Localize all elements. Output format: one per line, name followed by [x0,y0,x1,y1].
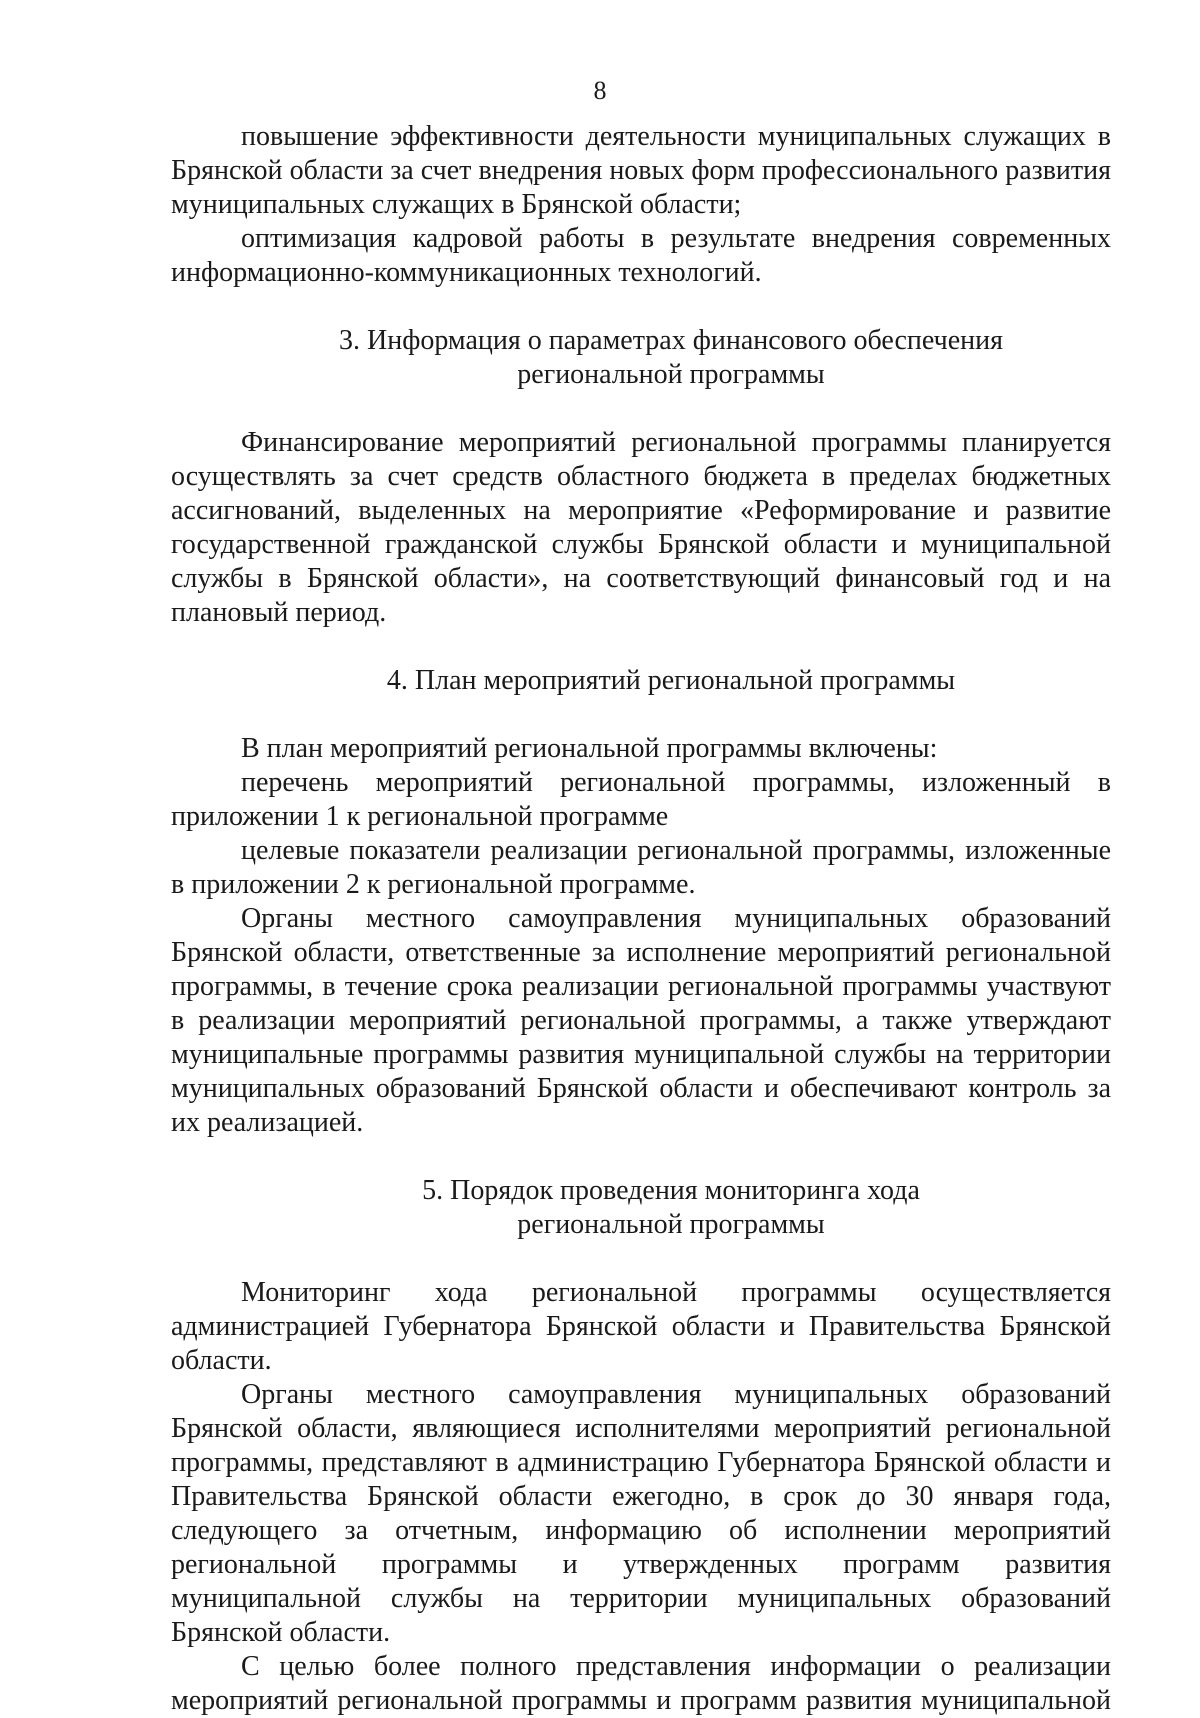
paragraph-5: перечень мероприятий региональной программы, изложенный в приложении 1 к региональной программе [171,767,1111,832]
paragraph-1: повышение эффективности деятельности муниципальных служащих в Брянской области за счет внедрения новых форм профессионального развития муниципальных служащих в Брянской области; [171,121,1111,220]
page-number: 8 [593,76,607,105]
paragraph-2: оптимизация кадровой работы в результате внедрения современных информационно-коммуникационных технологий. [171,223,1111,288]
paragraph-10: С целью более полного представления информации о реализации мероприятий региональной программы и программ развития муниципальной [171,1651,1111,1716]
section-3-heading-line-2: региональной программы [517,359,825,390]
paragraph-3: Финансирование мероприятий региональной программы планируется осуществлять за счет средств областного бюджета в пределах бюджетных ассигнований, выделенных на мероприятие «Реформирование и развитие государственной гражданской службы Брянской области и муниципальной службы в Брянской области», на соответствующий финансовый год и на плановый период. [171,427,1111,628]
paragraph-8: Мониторинг хода региональной программы осуществляется администрацией Губернатора Брянской области и Правительства Брянской области. [171,1277,1111,1376]
paragraph-7: Органы местного самоуправления муниципальных образований Брянской области, ответственные за исполнение мероприятий региональной программы, в течение срока реализации региональной программы участвуют в реализации мероприятий региональной программы, а также утверждают муниципальные программы развития муниципальной службы на территории муниципальных образований Брянской области и обеспечивают контроль за их реализацией. [171,903,1111,1138]
section-3-heading [171,324,1111,392]
paragraph-4: В план мероприятий региональной программы включены: [241,733,938,764]
section-4-heading [171,664,1111,698]
section-4-heading-line-1: 4. План мероприятий региональной программы [386,665,956,696]
section-5-heading-line-1: 5. Порядок проведения мониторинга хода [422,1175,920,1206]
paragraph-9: Органы местного самоуправления муниципальных образований Брянской области, являющиеся исполнителями мероприятий региональной программы, представляют в администрацию Губернатора Брянской области и Правительства Брянской области ежегодно, в срок до 30 января года, следующего за отчетным, информацию об исполнении мероприятий региональной программы и утвержденных программ развития муниципальной службы на территории муниципальных образований Брянской области. [171,1379,1111,1648]
document-body [171,120,1111,1718]
section-5-heading [171,1174,1111,1242]
section-3-heading-line-1: 3. Информация о параметрах финансового обеспечения [339,325,1003,356]
paragraph-6: целевые показатели реализации региональной программы, изложенные в приложении 2 к региональной программе. [171,835,1111,900]
section-5-heading-line-2: региональной программы [517,1209,825,1240]
